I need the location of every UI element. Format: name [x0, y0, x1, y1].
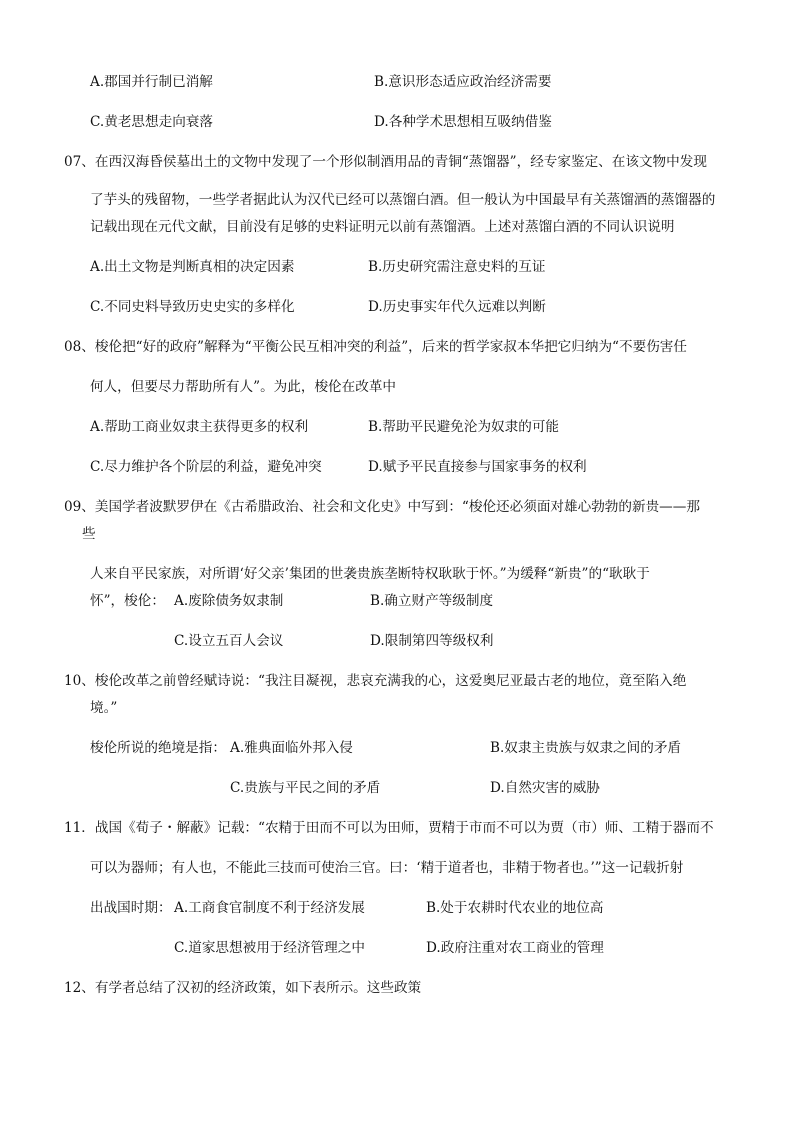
q08-stem-line-2: 何人，但要尽力帮助所有人”。为此，梭伦在改革中 [90, 379, 397, 395]
q11-option-a: A.工商食官制度不利于经济发展 [174, 900, 365, 916]
q07-option-b: B.历史研究需注意史料的互证 [368, 259, 546, 275]
q10-option-b: B.奴隶主贵族与奴隶之间的矛盾 [490, 740, 682, 756]
q12-stem-line-1: 12、有学者总结了汉初的经济政策，如下表所示。这些政策 [64, 980, 422, 996]
q07-stem-line-3: 记载出现在元代文献，目前没有足够的史料证明元以前有蒸馏酒。上述对蒸馏白酒的不同认识说明 [90, 219, 675, 235]
q09-option-b: B.确立财产等级制度 [370, 593, 494, 609]
q06-option-b: B.意识形态适应政治经济需要 [374, 74, 552, 90]
q09-stem-line-2: 人来自平民家族，对所谓‘好父亲’集团的世袭贵族垄断特权耿耿于怀。”为缓释“新贵”的“耿耿于 [90, 566, 650, 582]
q10-option-a: A.雅典面临外邦入侵 [230, 740, 353, 756]
q08-option-c: C.尽力维护各个阶层的利益，避免冲突 [90, 459, 322, 475]
q10-stem-line-2: 境。” [90, 700, 118, 716]
q06-option-d: D.各种学术思想相互吸纳借鉴 [374, 114, 552, 130]
q08-option-d: D.赋予平民直接参与国家事务的权利 [368, 459, 587, 475]
q08-stem-line-1: 08、梭伦把“好的政府”解释为“平衡公民互相冲突的利益”，后来的哲学家叔本华把它归纳为“不要伤害任 [64, 339, 687, 355]
q11-stem-line-1: 11．战国《荀子・解蔽》记载：“农精于田而不可以为田师，贾精于市而不可以为贾（市）师、工精于器而不 [64, 820, 714, 836]
q10-stem-line-3: 梭伦所说的绝境是指： [90, 740, 226, 756]
q11-stem-line-2: 可以为器师；有人也，不能此三技而可使治三官。曰：‘精于道者也，非精于物者也。’”这一记载折射 [90, 860, 684, 876]
q11-option-d: D.政府注重对农工商业的管理 [426, 940, 604, 956]
q06-option-c: C.黄老思想走向衰落 [90, 114, 213, 130]
q08-option-a: A.帮助工商业奴隶主获得更多的权利 [90, 419, 309, 435]
q09-option-a: A.废除债务奴隶制 [174, 593, 284, 609]
q11-option-b: B.处于农耕时代农业的地位高 [426, 900, 604, 916]
q06-option-a: A.郡国并行制已消解 [90, 74, 213, 90]
q11-stem-line-3: 出战国时期： [90, 900, 172, 916]
q09-option-c: C.设立五百人会议 [174, 633, 284, 649]
q08-option-b: B.帮助平民避免沦为奴隶的可能 [368, 419, 560, 435]
q07-option-a: A.出土文物是判断真相的决定因素 [90, 259, 295, 275]
q10-option-c: C.贵族与平民之间的矛盾 [230, 780, 381, 796]
q09-stem-line-3: 怀”，梭伦： [90, 593, 165, 609]
q10-option-d: D.自然灾害的威胁 [490, 780, 600, 796]
q09-stem-line-1: 09、美国学者波默罗伊在《古希腊政治、社会和文化史》中写到：“梭伦还必须面对雄心勃勃的新贵——那 [64, 499, 700, 515]
q07-option-d: D.历史事实年代久远难以判断 [368, 299, 546, 315]
q10-stem-line-1: 10、梭伦改革之前曾经赋诗说：“我注目凝视，悲哀充满我的心，这爱奥尼亚最古老的地位，竟至陷入绝 [64, 673, 687, 689]
q09-stem-line-1-overflow: 些 [82, 526, 96, 542]
q07-stem-line-2: 了芋头的残留物，一些学者据此认为汉代已经可以蒸馏白酒。但一般认为中国最早有关蒸馏酒的蒸馏器的 [90, 192, 716, 208]
q07-stem-line-1: 07、在西汉海昏侯墓出土的文物中发现了一个形似制酒用品的青铜“蒸馏器”，经专家鉴定、在该文物中发现 [64, 154, 707, 170]
q07-option-c: C.不同史料导致历史史实的多样化 [90, 299, 295, 315]
q09-option-d: D.限制第四等级权利 [370, 633, 494, 649]
q11-option-c: C.道家思想被用于经济管理之中 [174, 940, 365, 956]
